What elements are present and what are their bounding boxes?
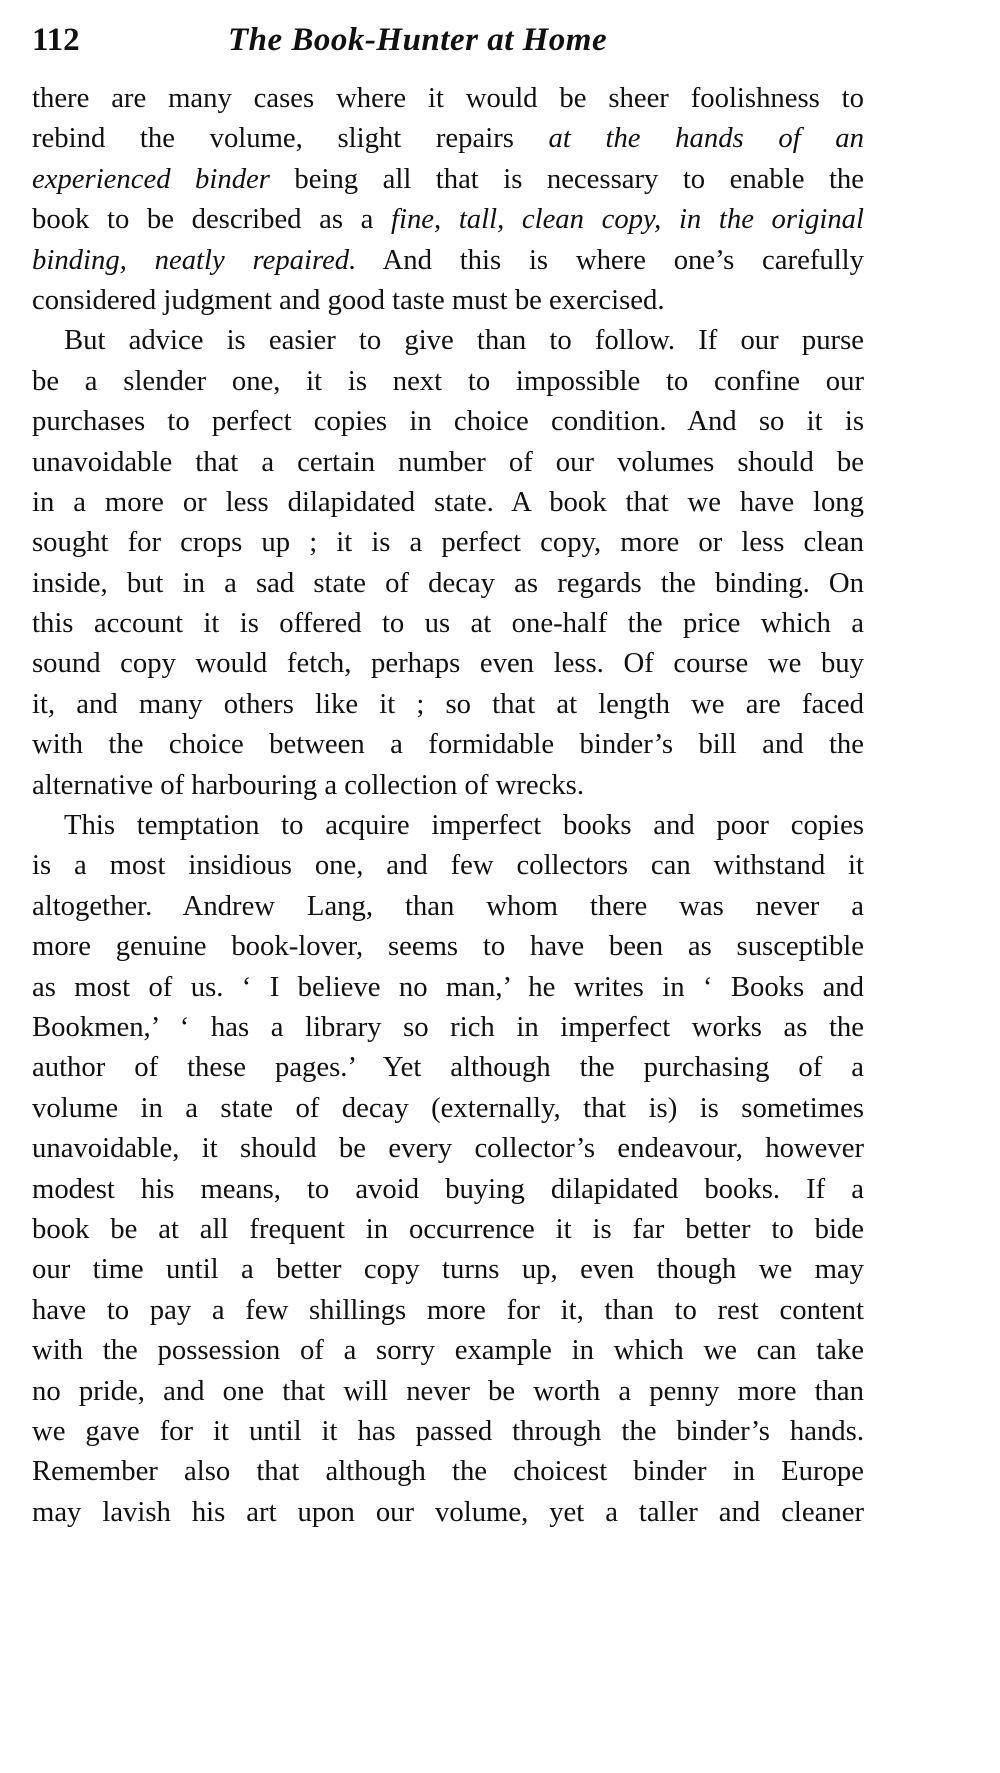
text-line: with the possession of a sorry example in which we can take <box>32 1334 864 1367</box>
text-line <box>32 118 864 158</box>
text-line: sought for crops up ; it is a perfect copy, more or less clean <box>32 526 864 559</box>
text-line: as most of us. ‘ I believe no man,’ he writes in ‘ Books and <box>32 970 864 1003</box>
text-line: may lavish his art upon our volume, yet a taller and cleaner <box>32 1495 864 1528</box>
text-line: this account it is offered to us at one-half the price which a <box>32 607 864 640</box>
text-line: purchases to perfect copies in choice condition. And so it is <box>32 405 864 438</box>
running-title: The Book-Hunter at Home <box>228 22 608 58</box>
text-line: our time until a better copy turns up, even though we may <box>32 1253 864 1286</box>
text-line: in a more or less dilapidated state. A book that we have long <box>32 485 864 518</box>
running-head <box>32 14 864 78</box>
text-line: no pride, and one that will never be worth a penny more than <box>32 1374 864 1407</box>
text-line: with the choice between a formidable binder’s bill and the <box>32 728 864 761</box>
text-line: Bookmen,’ ‘ has a library so rich in imperfect works as the <box>32 1010 864 1043</box>
text-line: volume in a state of decay (externally, that is) is sometimes <box>32 1091 864 1124</box>
text-line: we gave for it until it has passed through the binder’s hands. <box>32 1414 864 1447</box>
text-line <box>32 199 864 239</box>
text-line: it, and many others like it ; so that at length we are faced <box>32 687 864 720</box>
text-line: This temptation to acquire imperfect books and poor copies <box>64 809 864 842</box>
text-line: modest his means, to avoid buying dilapidated books. If a <box>32 1172 864 1205</box>
text-line: more genuine book-lover, seems to have been as susceptible <box>32 930 864 963</box>
book-page <box>32 14 864 1532</box>
text-line: sound copy would fetch, perhaps even less. Of course we buy <box>32 647 864 680</box>
text-line: inside, but in a sad state of decay as regards the binding. On <box>32 566 864 599</box>
page-number: 112 <box>32 22 80 58</box>
text-span: rebind the volume, slight repairs <box>32 122 549 155</box>
italic-span: fine, tall, clean copy, in the original <box>391 203 864 236</box>
text-line: have to pay a few shillings more for it, than to rest content <box>32 1293 864 1326</box>
text-line: alternative of harbouring a collection of wrecks. <box>32 768 585 801</box>
italic-span: experienced binder <box>32 162 270 195</box>
italic-span: at the hands of an <box>548 122 864 155</box>
text-span: book to be described as a <box>32 203 392 236</box>
text-line <box>32 240 864 280</box>
text-line <box>32 159 864 199</box>
italic-span: binding, neatly repaired. <box>32 243 357 276</box>
text-span: being all that is necessary to enable the <box>269 162 864 195</box>
text-line: unavoidable that a certain number of our volumes should be <box>32 445 864 478</box>
text-line: book be at all frequent in occurrence it is far better to bide <box>32 1212 864 1245</box>
text-line: But advice is easier to give than to follow. If our purse <box>64 324 864 357</box>
text-line: be a slender one, it is next to impossible to confine our <box>32 364 864 397</box>
text-line: considered judgment and good taste must be exercised. <box>32 283 665 316</box>
text-line: Remember also that although the choicest binder in Europe <box>32 1455 864 1488</box>
text-line: is a most insidious one, and few collectors can withstand it <box>32 849 864 882</box>
text-line: altogether. Andrew Lang, than whom there was never a <box>32 889 864 922</box>
body-text <box>32 78 864 1532</box>
text-line: unavoidable, it should be every collector’s endeavour, however <box>32 1132 864 1165</box>
text-line: there are many cases where it would be sheer foolishness to <box>32 82 864 114</box>
text-span: And this is where one’s carefully <box>356 243 864 276</box>
text-line: author of these pages.’ Yet although the purchasing of a <box>32 1051 864 1084</box>
